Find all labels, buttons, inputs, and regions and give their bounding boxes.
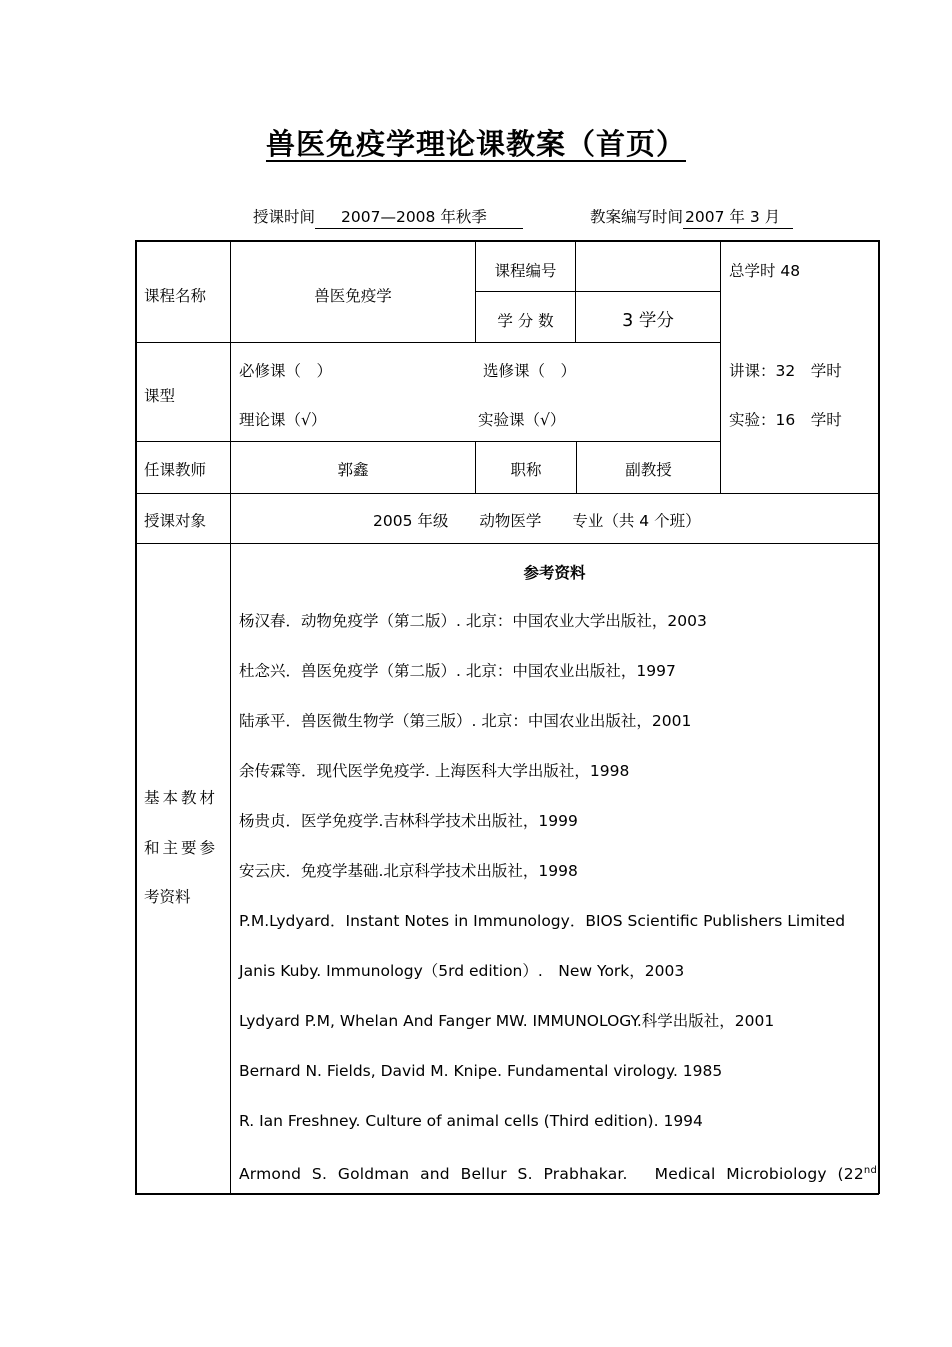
target-label: 授课对象	[144, 512, 207, 530]
reference-item: Janis Kuby. Immunology（5rd edition）. New York，2003	[239, 962, 685, 980]
course-name-label: 课程名称	[144, 287, 207, 305]
written-time-value: 2007 年 3 月	[683, 205, 793, 229]
credits-value: 3 学分	[622, 311, 674, 331]
rank-value: 副教授	[625, 461, 672, 479]
reference-item: Lydyard P.M, Whelan And Fanger MW. IMMUNOLOGY.科学出版社，2001	[239, 1012, 775, 1030]
reference-item-text: Armond S. Goldman and Bellur S. Prabhakar. Medical Microbiology (22	[239, 1165, 864, 1184]
reference-item: 杨贵贞．医学免疫学.吉林科学技术出版社，1999	[239, 812, 578, 830]
lecture-hours: 讲课：32 学时	[729, 362, 842, 380]
lab-hours: 实验：16 学时	[729, 411, 842, 429]
ordinal-suffix: nd	[863, 1165, 877, 1176]
teaching-time-label: 授课时间	[253, 208, 316, 226]
reference-item: 陆承平．兽医微生物学（第三版）. 北京：中国农业出版社，2001	[239, 712, 692, 730]
reference-item: 安云庆．免疫学基础.北京科学技术出版社，1998	[239, 862, 578, 880]
course-name: 兽医免疫学	[314, 287, 392, 305]
refs-label-line-2: 和主要参	[144, 839, 219, 857]
course-code-label: 课程编号	[494, 262, 557, 280]
reference-item-last	[239, 1160, 877, 1210]
refs-heading: 参考资料	[523, 564, 586, 582]
total-hours: 总学时 48	[729, 262, 801, 280]
teacher-name: 郭鑫	[337, 461, 369, 479]
required-course: 必修课（ ）	[239, 362, 333, 380]
elective-course: 选修课（ ）	[483, 362, 577, 380]
reference-item: 杜念兴．兽医免疫学（第二版）. 北京：中国农业出版社，1997	[239, 662, 676, 680]
teaching-time	[253, 205, 523, 229]
reference-item: P.M.Lydyard．Instant Notes in Immunology．BIOS Scientific Publishers Limited	[239, 912, 846, 930]
target-value: 2005 年级 动物医学 专业（共 4 个班）	[373, 512, 701, 530]
teacher-label: 任课教师	[144, 461, 207, 479]
reference-item: R. Ian Freshney. Culture of animal cells (Third edition). 1994	[239, 1112, 703, 1130]
refs-label-line-3: 考资料	[144, 888, 191, 906]
refs-label-line-1: 基本教材	[144, 789, 219, 807]
teaching-time-value: 2007—2008 年秋季	[315, 205, 523, 229]
written-time-label: 教案编写时间	[590, 208, 684, 226]
reference-item: Bernard N. Fields, David M. Knipe. Fundamental virology. 1985	[239, 1062, 723, 1080]
rank-label: 职称	[510, 461, 542, 479]
experiment-course: 实验课（√）	[478, 411, 566, 429]
reference-list	[239, 610, 879, 1210]
credits-label: 学 分 数	[497, 312, 554, 330]
course-type-label: 课型	[144, 387, 176, 405]
theory-course: 理论课（√）	[239, 411, 327, 429]
reference-item: 杨汉春．动物免疫学（第二版）. 北京：中国农业大学出版社，2003	[239, 612, 707, 630]
reference-item: 余传霖等．现代医学免疫学. 上海医科大学出版社，1998	[239, 762, 630, 780]
page-title: 兽医免疫学理论课教案（首页）	[265, 127, 686, 161]
written-time	[590, 205, 793, 229]
